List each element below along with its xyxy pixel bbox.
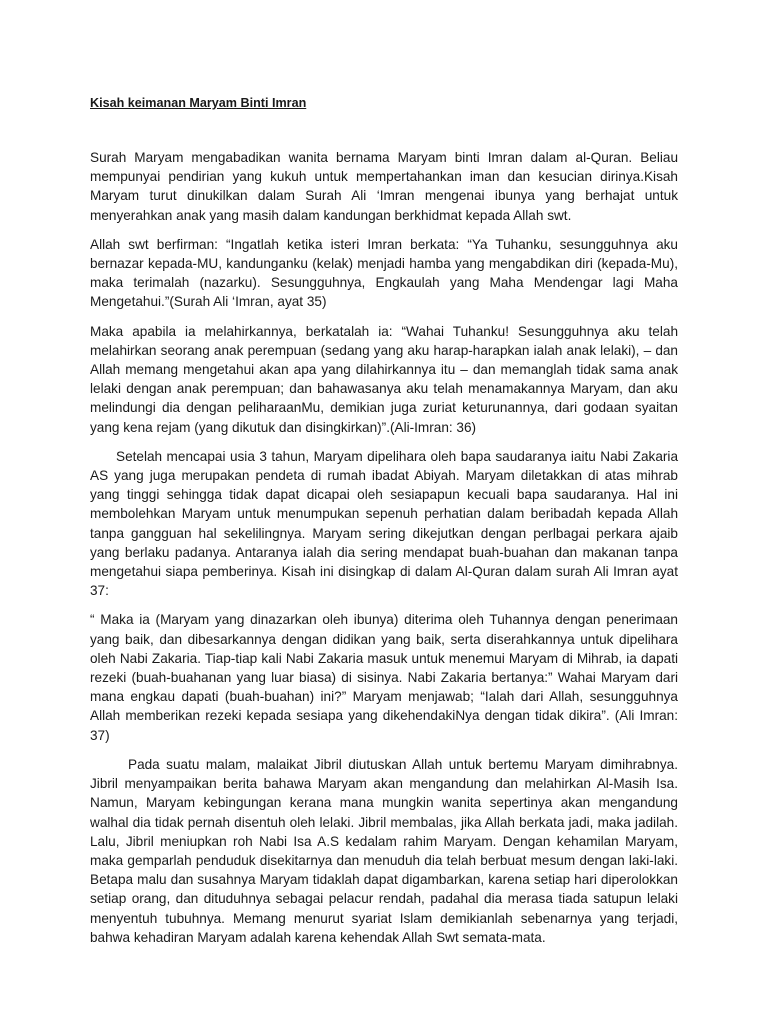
paragraph-zakaria: Setelah mencapai usia 3 tahun, Maryam dipelihara oleh bapa saudaranya iaitu Nabi Zakaria AS yang juga merupakan pendeta di rumah ibadat Abiyah. Maryam diletakkan di atas mihrab yang tinggi sehingga tidak dapat dicapai oleh sesiapapun kecuali bapa saudaranya. Hal ini membolehkan Maryam untuk menumpukan sepenuh perhatian dalam beribadah kepada Allah tanpa gangguan hal sekelilingnya. Maryam sering dikejutkan dengan perlbagai perkara ajaib yang berlaku padanya. Antaranya ialah dia sering mendapat buah-buahan dan makanan tanpa mengetahui siapa pemberinya. Kisah ini disingkap di dalam Al-Quran dalam surah Ali Imran ayat 37: [90, 448, 678, 599]
paragraph-intro: Surah Maryam mengabadikan wanita bernama Maryam binti Imran dalam al-Quran. Beliau mempunyai pendirian yang kukuh untuk mempertahankan iman dan kesucian dirinya.Kisah Maryam turut dinukilkan dalam Surah Ali ‘Imran mengenai ibunya yang berhajat untuk menyerahkan anak yang masih dalam kandungan berkhidmat kepada Allah swt. [90, 150, 678, 223]
document-body [90, 94, 678, 957]
paragraph-jibril: Pada suatu malam, malaikat Jibril diutuskan Allah untuk bertemu Maryam dimihrabnya. Jibril menyampaikan berita bahawa Maryam akan mengandung dan melahirkan Al-Masih Isa. Namun, Maryam kebingungan kerana mana mungkin wanita sepertinya akan mengandung walhal dia tidak pernah disentuh oleh lelaki. Jibril membalas, jika Allah berkata jadi, maka jadilah. Lalu, Jibril meniupkan roh Nabi Isa A.S kedalam rahim Maryam. Dengan kehamilan Maryam, maka gemparlah penduduk disekitarnya dan menuduh dia telah berbuat mesum dengan laki-laki. Betapa malu dan susahnya Maryam tidaklah dapat digambarkan, karena setiap hari diperolokkan setiap orang, dan dituduhnya sebagai pelacur rendah, padahal dia merasa tiada satupun lelaki menyentuh tubuhnya. Memang menurut syariat Islam demikianlah sebenarnya yang terjadi, bahwa kehadiran Maryam adalah karena kehendak Allah Swt semata-mata. [90, 756, 678, 945]
document-title: Kisah keimanan Maryam Binti Imran [90, 96, 307, 110]
paragraph-quote-ayat-36: Maka apabila ia melahirkannya, berkatalah ia: “Wahai Tuhanku! Sesungguhnya aku telah melahirkan seorang anak perempuan (sedang yang aku harap-harapkan ialah anak lelaki), – dan Allah memang mengetahui akan apa yang dilahirkannya itu – dan memanglah tidak sama anak lelaki dengan anak perempuan; dan bahawasanya aku telah menamakannya Maryam, dan aku melindungi dia dengan peliharaanMu, demikian juga zuriat keturunannya, dari godaan syaitan yang kena rejam (yang dikutuk dan disingkirkan)”.(Ali-Imran: 36) [90, 323, 678, 435]
paragraph-quote-ayat-37: “ Maka ia (Maryam yang dinazarkan oleh ibunya) diterima oleh Tuhannya dengan penerimaan yang baik, dan dibesarkannya dengan didikan yang baik, serta diserahkannya untuk dipelihara oleh Nabi Zakaria. Tiap-tiap kali Nabi Zakaria masuk untuk menemui Maryam di Mihrab, ia dapati rezeki (buah-buahanan yang luar biasa) di sisinya. Nabi Zakaria bertanya:” Wahai Maryam dari mana engkau dapati (buah-buahan) ini?” Maryam menjawab; “Ialah dari Allah, sesungguhnya Allah memberikan rezeki kepada sesiapa yang dikehendakiNya dengan tidak dikira”. (Ali Imran: 37) [90, 612, 678, 743]
paragraph-quote-ayat-35: Allah swt berfirman: “Ingatlah ketika isteri Imran berkata: “Ya Tuhanku, sesungguhnya aku bernazar kepada-MU, kandunganku (kelak) menjadi hamba yang mengabdikan diri (kepada-Mu), maka terimalah (nazarku). Sesungguhnya, Engkaulah yang Maha Mendengar lagi Maha Mengetahui.”(Surah Ali ‘Imran, ayat 35) [90, 236, 678, 310]
